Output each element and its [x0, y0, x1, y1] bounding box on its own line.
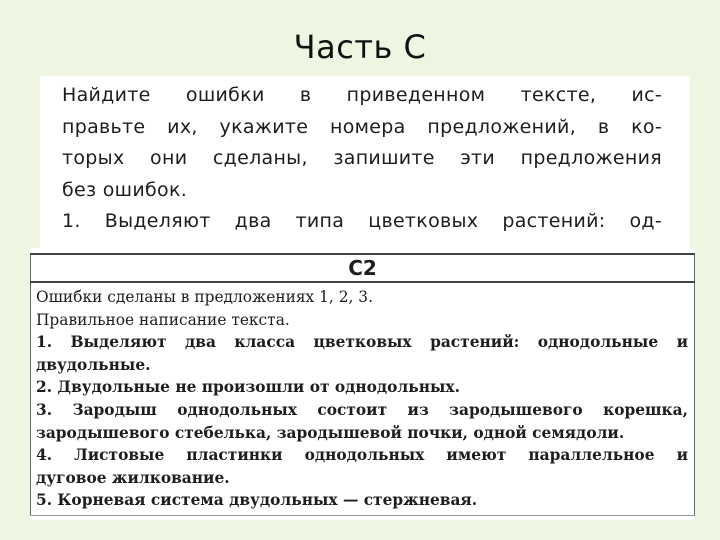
answer-right-border — [694, 253, 695, 516]
task-line: 1. Выделяют два типа цветковых растений: од- — [62, 210, 662, 232]
answer-box — [30, 248, 695, 520]
answer-line: двудольные. — [36, 355, 151, 374]
answer-line: 4. Листовые пластинки однодольных имеют параллельное и — [36, 446, 688, 465]
task-line: Найдите ошибки в приведенном тексте, ис- — [62, 84, 662, 106]
answer-line: Правильное написание текста. — [36, 310, 290, 329]
answer-left-border — [30, 253, 31, 516]
answer-line: Ошибки сделаны в предложениях 1, 2, 3. — [36, 288, 373, 306]
task-line: правьте их, укажите номера предложений, в ко- — [62, 115, 662, 138]
answer-bottom-rule — [30, 515, 695, 516]
answer-line: 3. Зародыш однодольных состоит из зародышевого корешка, — [36, 400, 688, 419]
answer-line: 5. Корневая система двудольных — стержневая. — [36, 491, 478, 510]
slide-title: Часть С — [293, 28, 427, 66]
answer-line: 1. Выделяют два класса цветковых растений: однодольные и — [36, 333, 688, 352]
task-text — [62, 80, 662, 238]
answer-line: 2. Двудольные не произошли от однодольных. — [36, 378, 460, 397]
answer-body — [36, 286, 688, 512]
task-text-box — [40, 76, 690, 248]
task-line: без ошибок. — [62, 178, 188, 201]
answer-line: зародышевого стебелька, зародышевой почки, одной семядоли. — [36, 423, 625, 442]
task-line: торых они сделаны, запишите эти предложения — [62, 147, 662, 169]
answer-line: дуговое жилкование. — [36, 468, 230, 487]
answer-header: С2 — [30, 253, 695, 283]
